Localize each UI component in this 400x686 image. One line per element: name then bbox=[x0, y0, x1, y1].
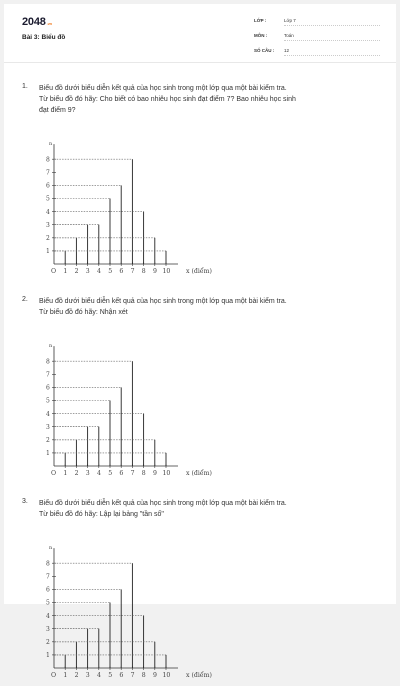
y-tick-label: 5 bbox=[46, 599, 50, 607]
x-tick-label: 2 bbox=[74, 672, 79, 679]
question-number: 1. bbox=[22, 83, 28, 90]
question-line: Biểu đồ dưới biểu diễn kết quả của học sinh trong một lớp qua một bài kiểm tra. bbox=[39, 500, 287, 507]
y-axis-label: n bbox=[49, 141, 53, 148]
x-tick-label: 10 bbox=[162, 470, 171, 477]
y-tick-label: 4 bbox=[46, 612, 50, 620]
y-axis-label: n bbox=[49, 545, 53, 552]
x-tick-label: 2 bbox=[74, 470, 79, 477]
worksheet-page bbox=[4, 4, 396, 679]
y-tick-label: 7 bbox=[46, 371, 50, 379]
frequency-chart-2 bbox=[34, 334, 244, 484]
x-tick-label: 5 bbox=[108, 268, 113, 275]
x-tick-label: 6 bbox=[119, 470, 124, 477]
x-tick-label: 7 bbox=[130, 268, 135, 275]
grade-value: Lớp 7 bbox=[284, 18, 296, 23]
y-tick-label: 3 bbox=[46, 423, 50, 431]
x-tick-label: 3 bbox=[85, 268, 90, 275]
x-tick-label: 10 bbox=[162, 268, 171, 275]
origin-label: O bbox=[51, 470, 57, 477]
y-tick-label: 4 bbox=[46, 208, 50, 216]
y-tick-label: 2 bbox=[46, 437, 50, 444]
question-line: Từ biểu đồ đó hãy: Nhận xét bbox=[39, 309, 128, 316]
origin-label: O bbox=[51, 672, 57, 679]
question-text bbox=[39, 83, 379, 116]
y-tick-label: 6 bbox=[46, 384, 50, 392]
subject-value: Toán bbox=[284, 33, 294, 38]
question-text bbox=[39, 296, 379, 318]
x-axis-label: x (điểm) bbox=[186, 672, 212, 679]
x-axis-label: x (điểm) bbox=[186, 268, 212, 275]
x-tick-label: 8 bbox=[141, 470, 146, 477]
site-logo[interactable] bbox=[22, 16, 52, 28]
y-axis-label: n bbox=[49, 343, 53, 350]
y-tick-label: 8 bbox=[46, 560, 50, 568]
question-text bbox=[39, 498, 379, 520]
question-number: 3. bbox=[22, 498, 28, 505]
logo-suffix: .vn bbox=[46, 21, 52, 26]
x-tick-label: 8 bbox=[141, 268, 146, 275]
y-tick-label: 5 bbox=[46, 195, 50, 203]
x-tick-label: 3 bbox=[85, 470, 90, 477]
y-tick-label: 2 bbox=[46, 235, 50, 242]
x-tick-label: 10 bbox=[162, 672, 171, 679]
y-tick-label: 6 bbox=[46, 182, 50, 190]
x-tick-label: 4 bbox=[97, 672, 101, 679]
grade-label: LỚP : bbox=[254, 18, 267, 23]
x-tick-label: 1 bbox=[63, 672, 68, 679]
x-tick-label: 9 bbox=[153, 672, 157, 679]
x-tick-label: 1 bbox=[63, 470, 68, 477]
y-tick-label: 3 bbox=[46, 625, 50, 633]
x-tick-label: 1 bbox=[63, 268, 68, 275]
x-tick-label: 7 bbox=[130, 470, 135, 477]
question-line: Biểu đồ dưới biểu diễn kết quả của học sinh trong một lớp qua một bài kiểm tra. bbox=[39, 85, 287, 92]
x-tick-label: 2 bbox=[74, 268, 79, 275]
question-line: đạt điểm 9? bbox=[39, 107, 76, 114]
y-tick-label: 1 bbox=[46, 652, 50, 660]
question-count-value: 12 bbox=[284, 48, 290, 53]
lesson-title: Bài 3: Biểu đồ bbox=[22, 34, 66, 41]
x-tick-label: 5 bbox=[108, 672, 113, 679]
question-count-label: SỐ CÂU : bbox=[254, 48, 275, 53]
question-line: Từ biểu đồ đó hãy: Cho biết có bao nhiêu học sinh đạt điểm 7? Bao nhiêu học sinh bbox=[39, 96, 296, 103]
origin-label: O bbox=[51, 268, 57, 275]
x-tick-label: 4 bbox=[97, 470, 101, 477]
question-line: Biểu đồ dưới biểu diễn kết quả của học sinh trong một lớp qua một bài kiểm tra. bbox=[39, 298, 287, 305]
question-number: 2. bbox=[22, 296, 28, 303]
x-tick-label: 4 bbox=[97, 268, 101, 275]
subject-line bbox=[284, 40, 380, 41]
x-tick-label: 8 bbox=[141, 672, 146, 679]
x-tick-label: 9 bbox=[153, 268, 157, 275]
y-tick-label: 8 bbox=[46, 358, 50, 366]
frequency-chart-1 bbox=[34, 132, 244, 282]
frequency-chart-3 bbox=[34, 536, 244, 686]
y-tick-label: 7 bbox=[46, 169, 50, 177]
y-tick-label: 6 bbox=[46, 586, 50, 594]
x-tick-label: 6 bbox=[119, 672, 124, 679]
x-tick-label: 6 bbox=[119, 268, 124, 275]
x-tick-label: 9 bbox=[153, 470, 157, 477]
y-tick-label: 5 bbox=[46, 397, 50, 405]
logo-text: 2048 bbox=[22, 16, 46, 28]
question-count-line bbox=[284, 55, 380, 56]
y-tick-label: 1 bbox=[46, 450, 50, 458]
header-divider bbox=[4, 62, 396, 63]
subject-label: MÔN : bbox=[254, 33, 268, 38]
question-line: Từ biểu đồ đó hãy: Lập lại bảng "tần số" bbox=[39, 511, 164, 518]
x-tick-label: 5 bbox=[108, 470, 113, 477]
x-tick-label: 7 bbox=[130, 672, 135, 679]
x-tick-label: 3 bbox=[85, 672, 90, 679]
y-tick-label: 8 bbox=[46, 156, 50, 164]
y-tick-label: 7 bbox=[46, 573, 50, 581]
x-axis-label: x (điểm) bbox=[186, 470, 212, 477]
y-tick-label: 4 bbox=[46, 410, 50, 418]
y-tick-label: 1 bbox=[46, 248, 50, 256]
grade-line bbox=[284, 25, 380, 26]
y-tick-label: 3 bbox=[46, 221, 50, 229]
y-tick-label: 2 bbox=[46, 639, 50, 646]
